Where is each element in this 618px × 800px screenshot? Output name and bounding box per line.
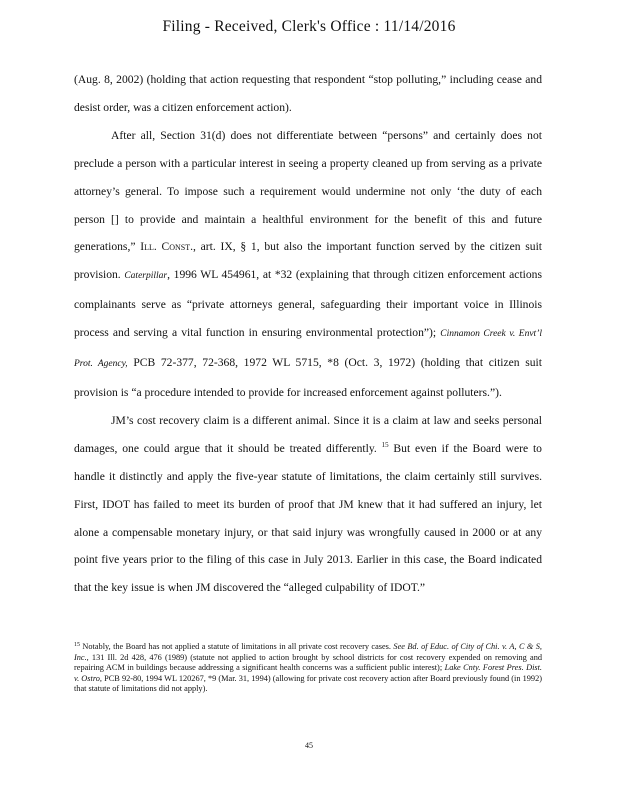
paragraph-2-text-2: , art. IX, § 1, but also the important function served by the citizen suit provision.: [74, 240, 543, 282]
cinnamon-creek-citation: Cinnamon Creek v. Envt’l Prot. Agency,: [74, 329, 542, 370]
footnote-reference[interactable]: 15: [381, 440, 389, 449]
paragraph-2: [74, 122, 542, 407]
footnote-text-1: Notably, the Board has not applied a statute of limitations in all private cost recovery cases.: [80, 642, 394, 651]
caterpillar-citation: Caterpillar: [124, 271, 168, 282]
footnote-citation-2: Lake Cnty. Forest Pres. Dist. v. Ostro: [74, 663, 542, 683]
paragraph-1: (Aug. 8, 2002) (holding that action requesting that respondent “stop polluting,” including cease and desist order, was a citizen enforcement action).: [74, 73, 542, 114]
filing-header: Filing - Received, Clerk's Office : 11/14/2016: [162, 18, 456, 35]
body-text: [74, 66, 542, 602]
paragraph-3: [74, 407, 542, 602]
paragraph-2-text-4: PCB 72-377, 72-368, 1972 WL 5715, *8 (Oct. 3, 1972) (holding that citizen suit provision is “a procedure intended to provide for increased enforcement against polluters.”).: [74, 356, 542, 399]
paragraph-3-text-1: JM’s cost recovery claim is a different animal. Since it is a claim at law and seeks personal damages, one could argue that it should be treated differently.: [74, 413, 542, 455]
footnote-text-2: , 131 Ill. 2d 428, 476 (1989) (statute not applied to action brought by school districts for cost recovery expended on removing and repairing ACM in buildings because addressing a significant health concerns was a sufficient public interest);: [74, 652, 542, 673]
footnote-text-3: , PCB 92-80, 1994 WL 120267, *9 (Mar. 31, 1994) (allowing for private cost recovery action after Board previously found (in 1992) that statute of limitations did not apply).: [74, 673, 542, 694]
paragraph-2-text-1: After all, Section 31(d) does not differentiate between “persons” and certainly does not preclude a person with a particular interest in seeing a property cleaned up from serving as a private attorney’s general. To impose such a requirement would undermine not only ‘the duty of each person [] to provide and maintain a healthful environment for the benefit of this and future generations,”: [74, 128, 542, 254]
footnote-15: [74, 642, 542, 695]
footnote-number: 15: [74, 642, 80, 648]
page-number: 45: [305, 741, 313, 750]
paragraph-3-text-2: But even if the Board were to handle it distinctly and apply the five-year statute of limitations, the claim certainly still survives. First, IDOT has failed to meet its burden of proof that JM knew that it had suffered an injury, let alone a compensable monetary injury, or that said injury was wrongfully caused in 2000 or at any point five years prior to the filing of this case in July 2013. Earlier in this case, the Board indicated that the key issue is when JM discovered the “alleged culpability of IDOT.”: [74, 441, 542, 595]
paragraph-2-text-3: , 1996 WL 454961, at *32 (explaining that through citizen enforcement actions complainants serve as “private attorneys general, safeguarding their important voice in Illinois process and serving a vital function in ensuring environmental protection”);: [74, 268, 542, 340]
const-citation: Ill. Const.: [140, 240, 194, 254]
footnote-citation-1: See Bd. of Educ. of City of Chi. v. A, C & S, Inc.: [74, 642, 542, 662]
